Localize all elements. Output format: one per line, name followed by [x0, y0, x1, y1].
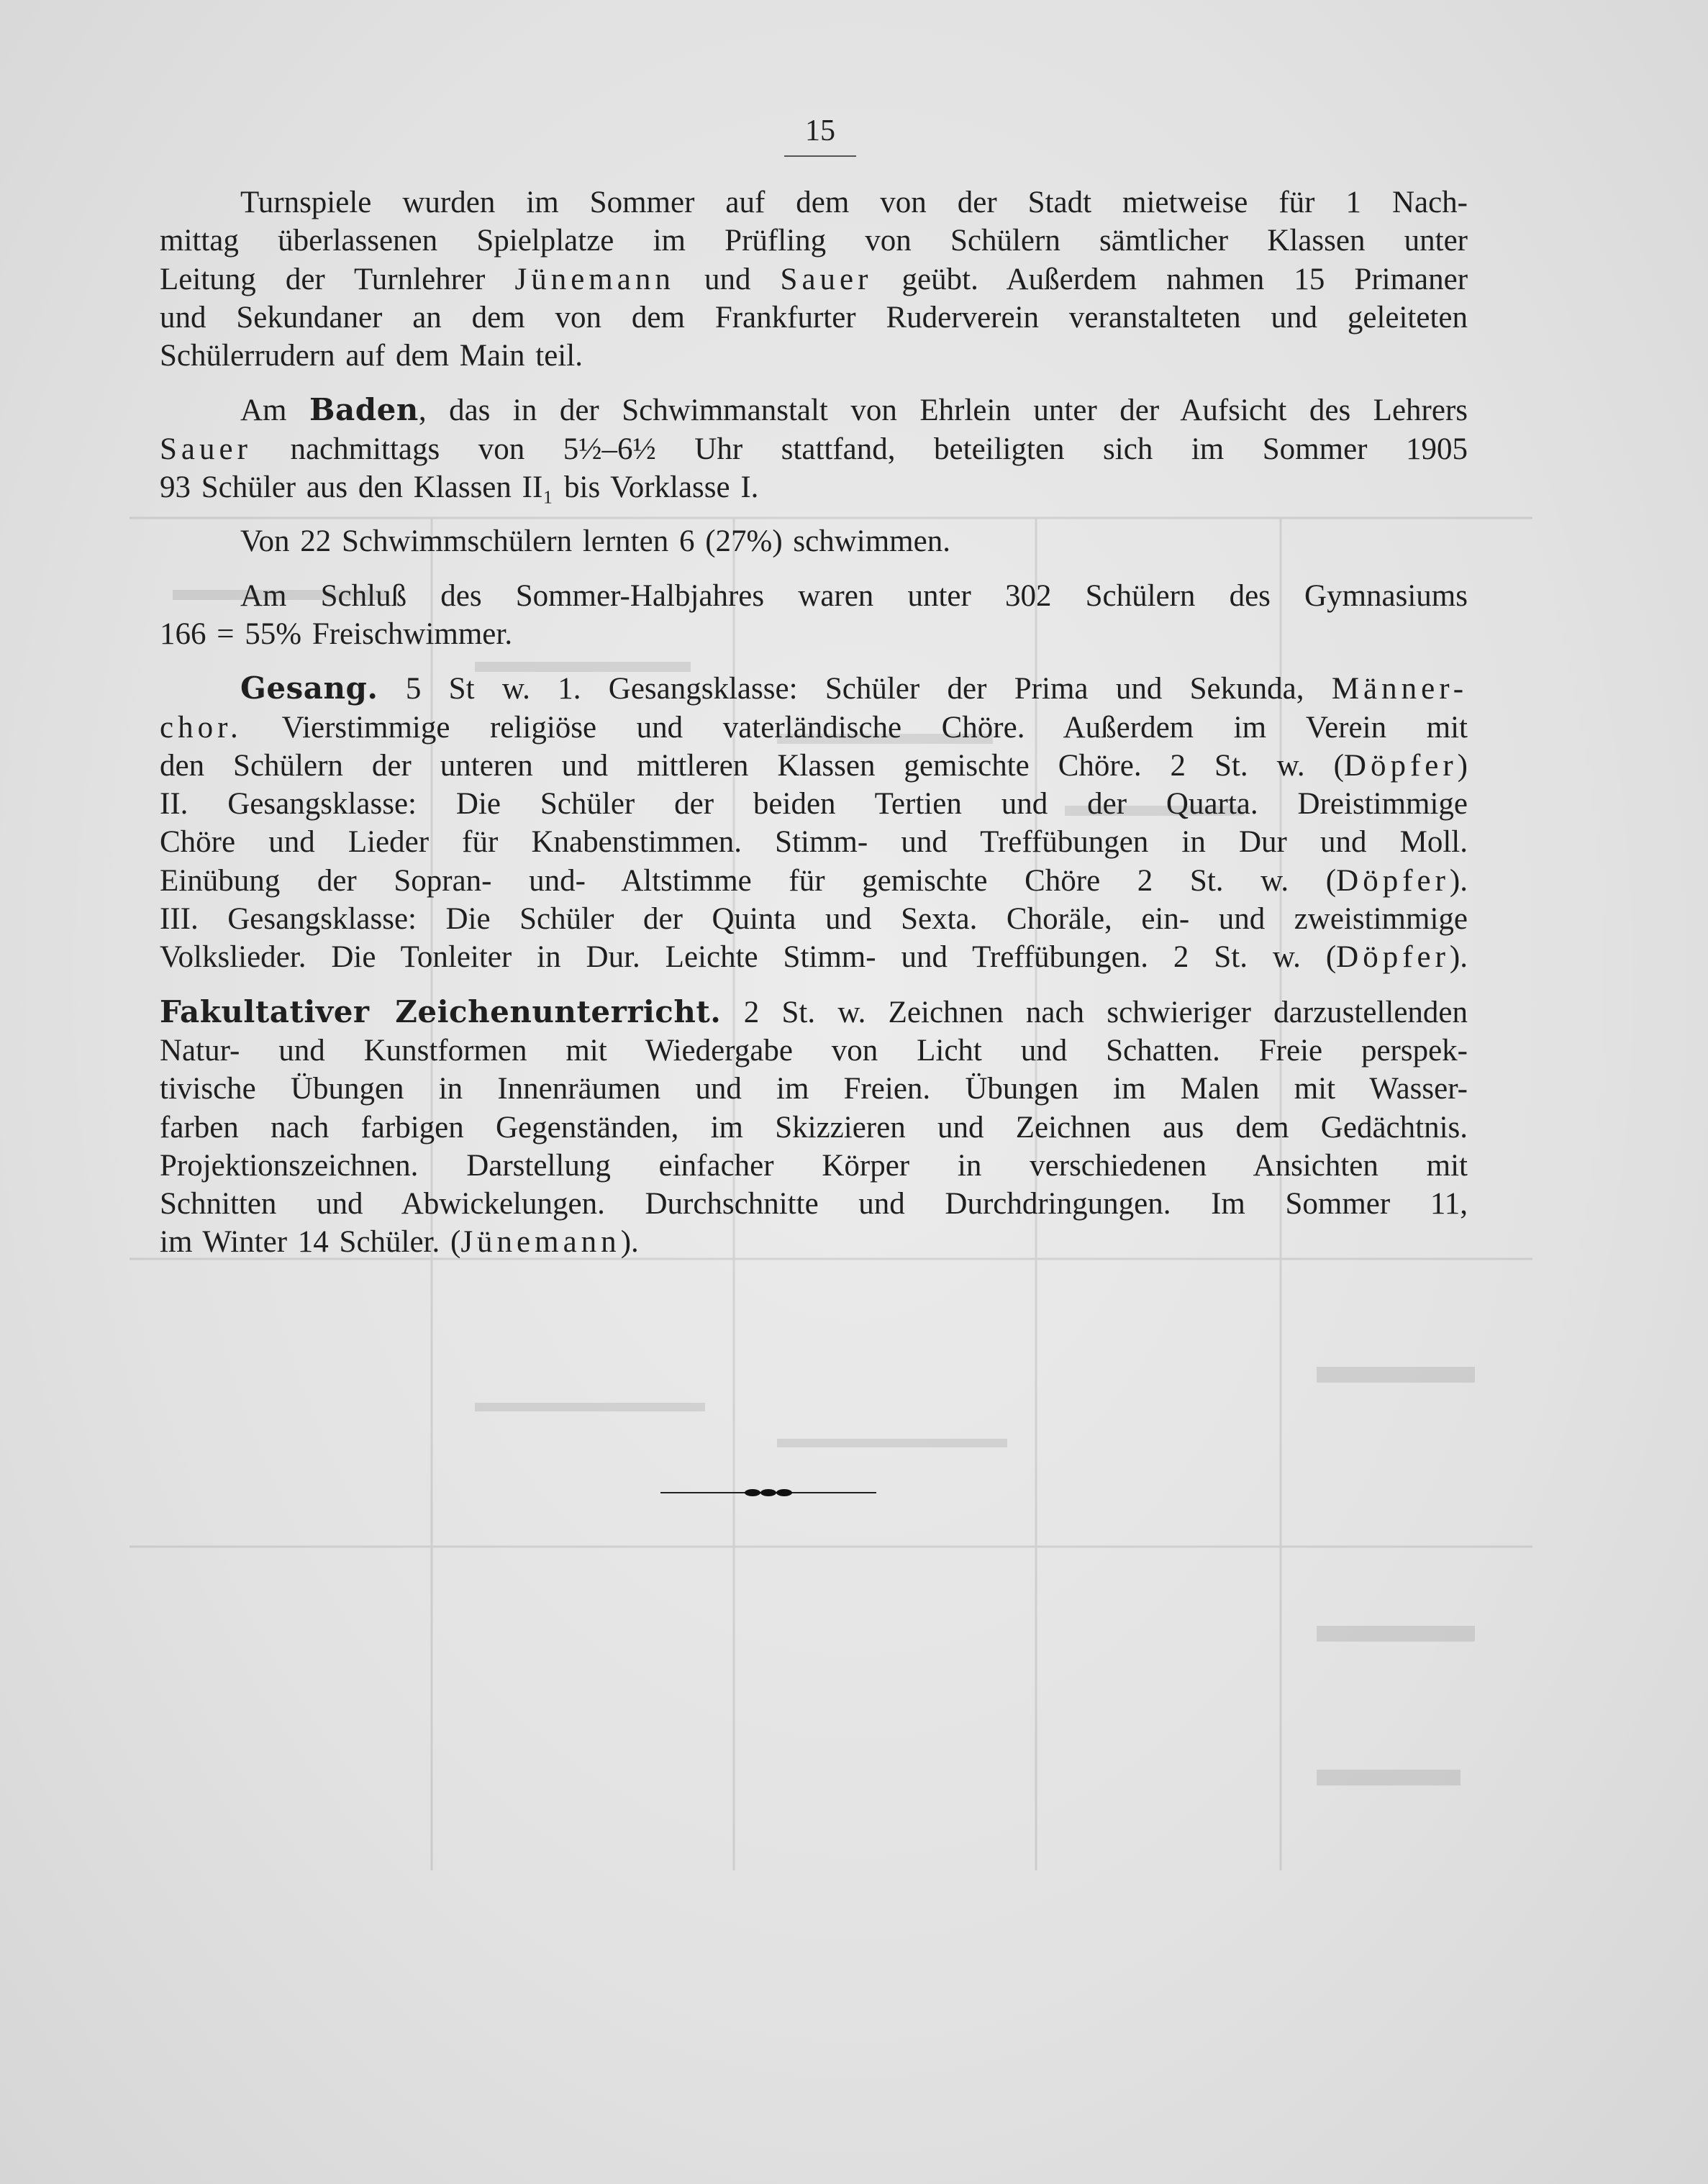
text-line: und Sekundaner an dem von dem Frankfurter Ruderverein veranstalteten und geleiteten	[160, 300, 1468, 335]
paragraph-baden	[160, 391, 1468, 506]
paragraph-turnspiele	[160, 183, 1468, 375]
paragraph-gesang	[160, 669, 1468, 976]
text-run: , das in der Schwimmanstalt von Ehrlein unter der Aufsicht des Lehrers	[418, 393, 1468, 428]
text-line	[160, 747, 1468, 785]
text-run: ).	[1449, 863, 1468, 898]
teacher-name: Sauer	[160, 432, 252, 466]
text-line: farben nach farbigen Gegenständen, im Skizzieren und Zeichnen aus dem Gedächtnis.	[160, 1110, 1468, 1145]
text-run: ).	[620, 1225, 639, 1260]
text-line: Schnitten und Abwickelungen. Durchschnitte und Durchdringungen. Im Sommer 11,	[160, 1187, 1468, 1221]
text-line: Natur- und Kunstformen mit Wiedergabe von Licht und Schatten. Freie perspek-	[160, 1033, 1468, 1068]
text-run: Volkslieder. Die Tonleiter in Dur. Leichte Stimm- und Treffübungen. 2 St. w. (	[160, 940, 1337, 975]
text-line: Schülerrudern auf dem Main teil.	[160, 339, 583, 373]
text-run: Männer-	[1331, 672, 1468, 706]
teacher-name: Sauer	[780, 262, 873, 296]
text-run: Am	[240, 393, 287, 428]
text-run: im Winter 14 Schüler. (	[160, 1225, 461, 1260]
text-line: 166 = 55% Freischwimmer.	[160, 616, 513, 651]
ornamental-divider	[660, 1488, 876, 1498]
text-run: Leitung der Turnlehrer	[160, 262, 486, 296]
section-heading: Fakultativer Zeichenunterricht.	[160, 993, 722, 1029]
section-heading: Baden	[309, 392, 419, 428]
text-line	[160, 862, 1468, 900]
text-line: Chöre und Lieder für Knabenstimmen. Stimm- und Treffübungen in Dur und Moll.	[160, 825, 1468, 860]
text-line: Am Schluß des Sommer-Halbjahres waren unter 302 Schülern des Gymnasiums	[240, 578, 1468, 613]
text-run: und	[704, 262, 751, 296]
teacher-name: Jünemann	[514, 262, 675, 296]
text-line: III. Gesangsklasse: Die Schüler der Quinta und Sexta. Choräle, ein- und zweistimmige	[160, 902, 1468, 937]
text-run: ).	[1449, 940, 1468, 975]
text-line: tivische Übungen in Innenräumen und im Freien. Übungen im Malen mit Wasser-	[160, 1072, 1468, 1106]
teacher-name: Jünemann	[460, 1225, 621, 1260]
text-line	[160, 430, 1468, 468]
text-line: Von 22 Schwimmschülern lernten 6 (27%) schwimmen.	[240, 524, 950, 559]
text-run: 2 St. w. Zeichnen nach schwieriger darzustellenden	[743, 995, 1468, 1029]
teacher-name: Döpfer	[1343, 748, 1458, 783]
text-run: Vierstimmige religiöse und vaterländische Chöre. Außerdem im Verein mit	[281, 710, 1468, 745]
text-run: 5 St w. 1. Gesangsklasse: Schüler der Prima und Sekunda,	[405, 672, 1304, 706]
body-text	[160, 183, 1468, 1262]
page-number: 15	[784, 114, 856, 157]
text-run: )	[1457, 748, 1468, 783]
paragraph-freischwimmer	[160, 577, 1468, 654]
text-line	[160, 391, 1468, 429]
paragraph-schwimmschueler	[160, 522, 1468, 560]
text-line	[160, 260, 1468, 299]
text-line	[160, 1223, 1468, 1261]
text-run: den Schülern der unteren und mittleren Klassen gemischte Chöre. 2 St. w. (	[160, 748, 1344, 783]
text-line	[160, 993, 1468, 1032]
text-line: 93 Schüler aus den Klassen II₁ bis Vorklasse I.	[160, 470, 759, 505]
teacher-name: Döpfer	[1336, 863, 1450, 898]
text-line	[160, 669, 1468, 708]
text-line: mittag überlassenen Spielplatze im Prüfling von Schülern sämtlicher Klassen unter	[160, 224, 1468, 258]
text-line: II. Gesangsklasse: Die Schüler der beiden Tertien und der Quarta. Dreistimmige	[160, 787, 1468, 822]
section-heading: Gesang.	[240, 670, 378, 706]
text-run: chor.	[160, 710, 242, 745]
teacher-name: Döpfer	[1336, 940, 1450, 975]
text-line	[160, 938, 1468, 976]
text-run: nachmittags von 5½–6½ Uhr stattfand, beteiligten sich im Sommer 1905	[290, 432, 1468, 466]
text-line	[160, 709, 1468, 747]
text-line: Turnspiele wurden im Sommer auf dem von der Stadt mietweise für 1 Nach-	[240, 186, 1468, 219]
text-line: Projektionszeichnen. Darstellung einfacher Körper in verschiedenen Ansichten mit	[160, 1148, 1468, 1183]
paragraph-zeichenunterricht	[160, 993, 1468, 1262]
text-run: Einübung der Sopran- und- Altstimme für gemischte Chöre 2 St. w. (	[160, 863, 1337, 898]
text-run: geübt. Außerdem nahmen 15 Primaner	[901, 262, 1468, 296]
